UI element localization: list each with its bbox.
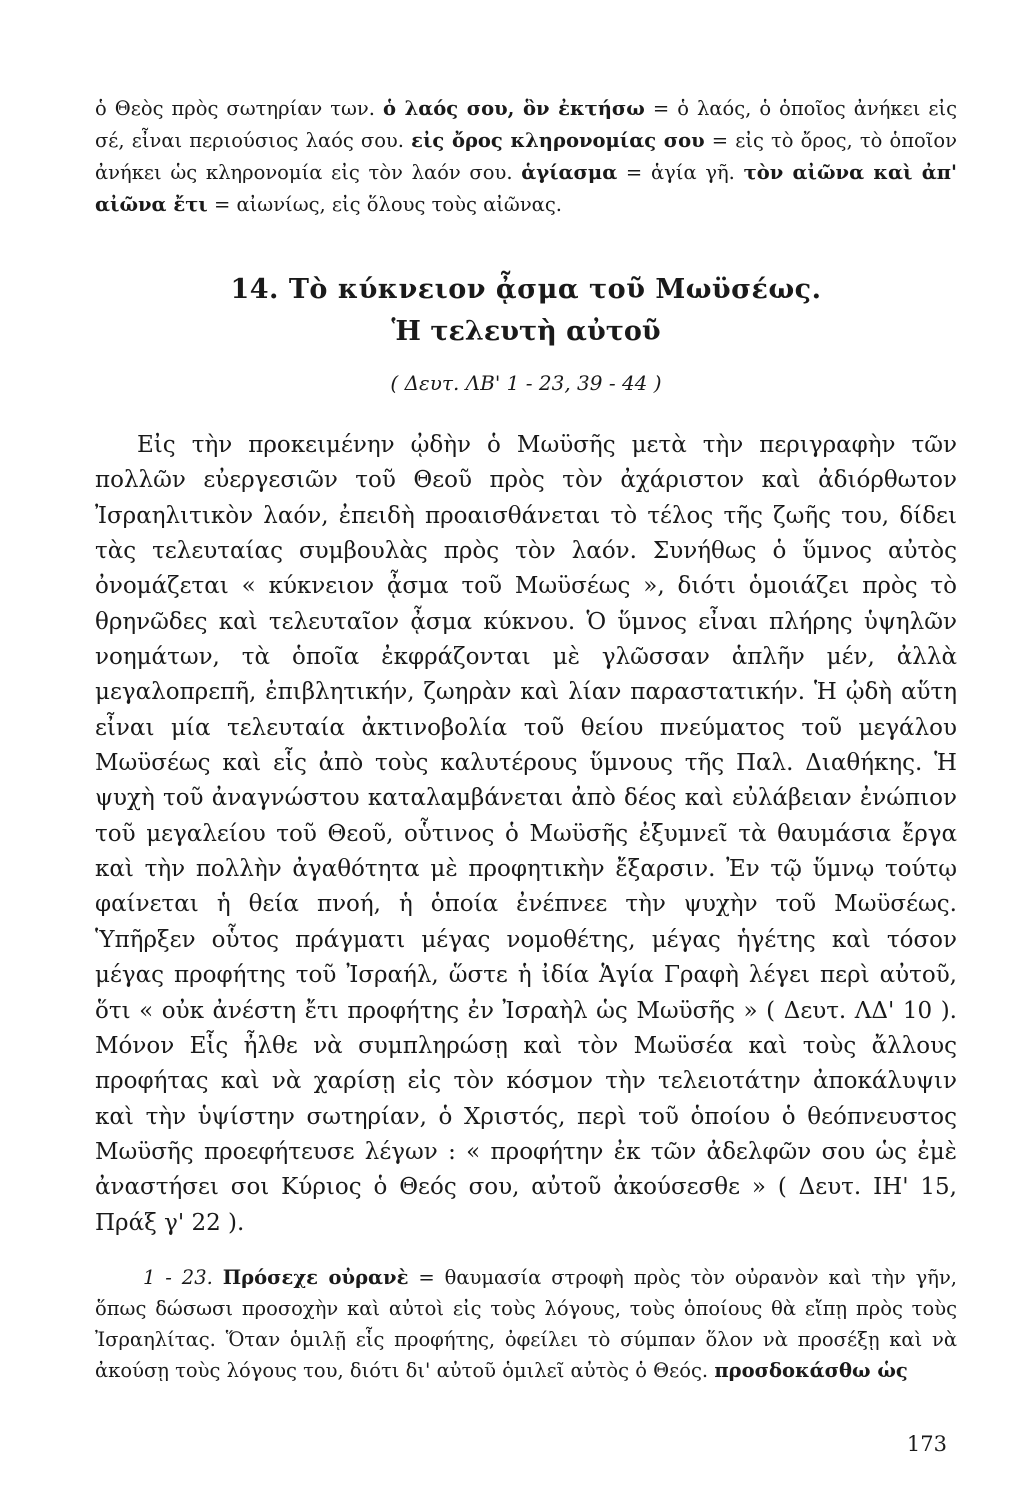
- commentary-notes-top: [95, 93, 957, 221]
- note-text: ὁ Θεὸς πρὸς σωτηρίαν των.: [95, 97, 383, 120]
- commentary-notes-bottom: [95, 1262, 957, 1386]
- note-term: εἰς ὄρος κληρονομίας σου: [411, 129, 705, 152]
- commentary-paragraph: [95, 93, 957, 221]
- commentary-paragraph: [95, 1262, 957, 1386]
- note-text: = θαυμασία στροφὴ πρὸς τὸν οὐρανὸν καὶ τὴν γῆν, ὅπως δώσωσι προσοχὴν καὶ αὐτοὶ εἰς τοὺς λόγους, τοὺς ὁποίους θὰ εἴπῃ πρὸς τοὺς Ἰσραηλίτας. Ὅταν ὁμιλῇ εἷς προφήτης, ὀφείλει τὸ σύμπαν ὅλον νὰ προσέξῃ καὶ νὰ ἀκούσῃ τοὺς λόγους του, διότι δι' αὐτοῦ ὁμιλεῖ αὐτὸς ὁ Θεός.: [95, 1266, 958, 1382]
- note-term: ἁγίασμα: [521, 161, 618, 184]
- note-text: = αἰωνίως, εἰς ὅλους τοὺς αἰῶνας.: [207, 193, 562, 216]
- note-term: προσδοκάσθω ὡς: [714, 1359, 908, 1382]
- note-term: Πρόσεχε οὐρανὲ: [222, 1266, 409, 1289]
- main-text: [95, 428, 957, 1241]
- note-text: = εἰς τὸ ὄρος, τὸ ὁποῖον ἀνήκει ὡς κληρονομία εἰς τὸν λαόν σου.: [95, 129, 957, 184]
- note-text: = ἁγία γῆ.: [617, 161, 744, 184]
- note-term: τὸν αἰῶνα καὶ ἀπ' αἰῶνα ἔτι: [95, 161, 957, 216]
- note-term: ὁ λαός σου, ὃν ἐκτήσω: [383, 97, 645, 120]
- chapter-title: 14. Τὸ κύκνειον ᾆσμα τοῦ Μωϋσέως.: [230, 274, 822, 305]
- main-paragraph: Εἰς τὴν προκειμένην ᾠδὴν ὁ Μωϋσῆς μετὰ τὴν περιγραφὴν τῶν πολλῶν εὐεργεσιῶν τοῦ Θεοῦ πρὸς τὸν ἀχάριστον καὶ ἀδιόρθωτον Ἰσραηλιτικὸν λαόν, ἐπειδὴ προαισθάνεται τὸ τέλος τῆς ζωῆς του, δίδει τὰς τελευταίας συμβουλὰς πρὸς τὸν λαόν. Συνήθως ὁ ὕμνος αὐτὸς ὀνομάζεται « κύκνειον ᾆσμα τοῦ Μωϋσέως », διότι ὁμοιάζει πρὸς τὸ θρηνῶδες καὶ τελευταῖον ᾆσμα κύκνου. Ὁ ὕμνος εἶναι πλήρης ὑψηλῶν νοημάτων, τὰ ὁποῖα ἐκφράζονται μὲ γλῶσσαν ἁπλῆν μέν, ἀλλὰ μεγαλοπρεπῆ, ἐπιβλητικήν, ζωηρὰν καὶ λίαν παραστατικήν. Ἡ ᾠδὴ αὕτη εἶναι μία τελευταία ἀκτινοβολία τοῦ θείου πνεύματος τοῦ μεγάλου Μωϋσέως καὶ εἷς ἀπὸ τοὺς καλυτέρους ὕμνους τῆς Παλ. Διαθήκης. Ἡ ψυχὴ τοῦ ἀναγνώστου καταλαμβάνεται ἀπὸ δέος καὶ εὐλάβειαν ἐνώπιον τοῦ μεγαλείου τοῦ Θεοῦ, οὗτινος ὁ Μωϋσῆς ἐξυμνεῖ τὰ θαυμάσια ἔργα καὶ τὴν πολλὴν ἀγαθότητα μὲ προφητικὴν ἔξαρσιν. Ἐν τῷ ὕμνῳ τούτῳ φαίνεται ἡ θεία πνοή, ἡ ὁποία ἐνέπνεε τὴν ψυχὴν τοῦ Μωϋσέως. Ὑπῆρξεν οὗτος πράγματι μέγας νομοθέτης, μέγας ἡγέτης καὶ τόσον μέγας προφήτης τοῦ Ἰσραήλ, ὥστε ἡ ἰδία Ἁγία Γραφὴ λέγει περὶ αὐτοῦ, ὅτι « οὐκ ἀνέστη ἔτι προφήτης ἐν Ἰσραὴλ ὡς Μωϋσῆς » ( Δευτ. ΛΔ' 10 ). Μόνον Εἷς ἦλθε νὰ συμπληρώσῃ καὶ τὸν Μωϋσέα καὶ τοὺς ἄλλους προφήτας καὶ νὰ χαρίσῃ εἰς τὸν κόσμον τὴν τελειοτάτην ἀποκάλυψιν καὶ τὴν ὑψίστην σωτηρίαν, ὁ Χριστός, περὶ τοῦ ὁποίου ὁ θεόπνευστος Μωϋσῆς προεφήτευσε λέγων : « προφήτην ἐκ τῶν ἀδελφῶν σου ὡς ἐμὲ ἀναστήσει σοι Κύριος ὁ Θεός σου, αὐτοῦ ἀκούσεσθε » ( Δευτ. ΙΗ' 15, Πράξ γ' 22 ).: [95, 432, 957, 1236]
- verse-range-label: 1 - 23.: [143, 1266, 213, 1289]
- scripture-reference: ( Δευτ. ΛΒ' 1 - 23, 39 - 44 ): [390, 371, 662, 395]
- chapter-subtitle: Ἡ τελευτὴ αὐτοῦ: [391, 316, 661, 347]
- page-number: 173: [906, 1432, 947, 1456]
- chapter-heading: [95, 270, 957, 398]
- note-text: = ὁ λαός, ὁ ὁποῖος ἀνήκει εἰς σέ, εἶναι περιούσιος λαός σου.: [95, 97, 958, 152]
